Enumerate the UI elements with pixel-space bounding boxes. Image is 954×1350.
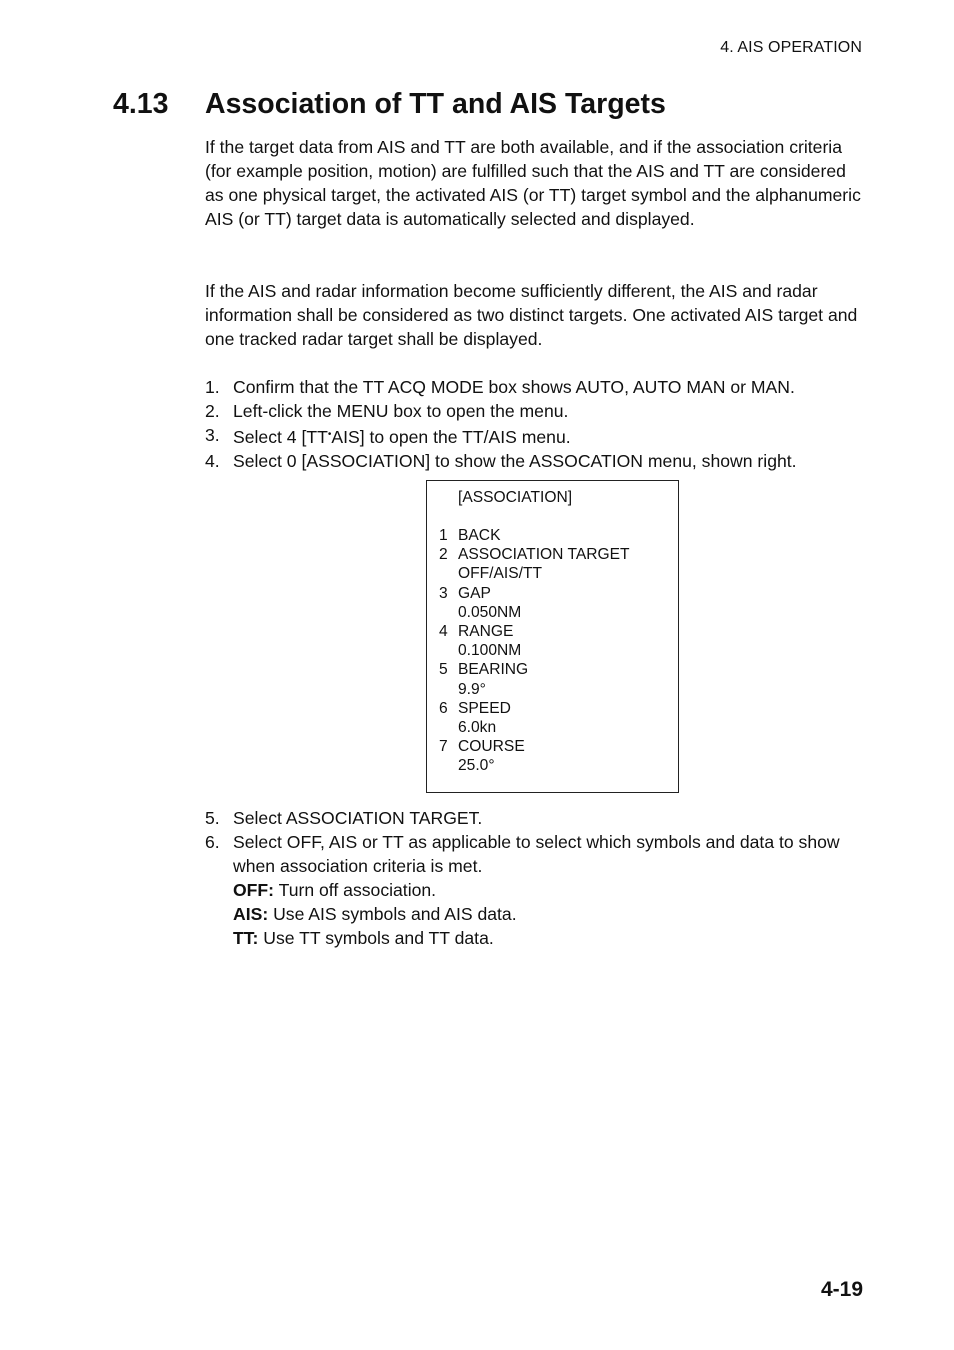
menu-item-bearing[interactable] [427,660,630,698]
bullet-dot-icon: • [327,429,332,440]
menu-item-label: RANGE [458,623,514,641]
option-label: TT: [233,928,259,948]
step-text: Left-click the MENU box to open the menu. [233,401,569,421]
step-number: 2. [205,401,220,421]
step-text-pre: Select 4 [TT [233,427,328,447]
section-heading [113,88,666,121]
option-description: Turn off association. [274,880,437,900]
step-number: 1. [205,377,220,397]
menu-item-label: COURSE [458,738,525,756]
menu-item-value: 0.100NM [458,642,522,660]
menu-item-label: BEARING [458,661,529,679]
step-text: Select 0 [ASSOCIATION] to show the ASSOCATION menu, shown right. [233,451,797,471]
menu-item-label: GAP [458,584,491,602]
running-header: 4. AIS OPERATION [720,39,862,56]
step-number: 3. [205,425,220,445]
menu-item-speed[interactable] [427,699,630,737]
menu-item-number: 2 [439,546,448,564]
menu-item-association-target[interactable] [427,545,630,583]
option-line-tt [233,926,865,950]
page-number: 4-19 [820,1278,863,1301]
section-title: Association of TT and AIS Targets [205,88,666,120]
menu-item-value: 6.0kn [458,719,497,737]
step-text: Confirm that the TT ACQ MODE box shows AUTO, AUTO MAN or MAN. [233,377,795,397]
step-number: 5. [205,808,220,828]
step-number: 4. [205,451,220,471]
option-line-ais [233,902,865,926]
menu-item-value: 0.050NM [458,603,522,621]
menu-item-back[interactable] [427,526,630,545]
association-menu-box [426,480,679,793]
menu-item-label: ASSOCIATION TARGET [458,546,630,564]
menu-item-number: 1 [439,527,448,544]
menu-item-gap[interactable] [427,584,630,622]
intro-paragraph: If the target data from AIS and TT are both available, and if the association criteria (for example position, motion) are fulfilled such that the AIS and TT are considered as one physical target, the activated AIS (or TT) target symbol and the alphanumeric AIS (or TT) target data is automatically selected and displayed. [205,137,861,229]
menu-item-value: 25.0° [458,757,495,775]
menu-item-number: 7 [439,738,448,756]
option-description: Use TT symbols and TT data. [258,928,494,948]
menu-item-number: 4 [439,623,448,641]
menu-item-number: 6 [439,699,448,717]
menu-item-label: SPEED [458,699,511,717]
step-item [205,375,865,399]
procedure-steps-1-4 [205,375,865,473]
step-item [205,806,865,830]
step-item [205,423,865,449]
menu-item-number: 3 [439,584,448,602]
option-label: OFF: [233,880,275,900]
menu-item-label: BACK [458,527,501,544]
option-label: AIS: [233,904,269,924]
step-text-post: AIS] to open the TT/AIS menu. [331,427,571,447]
step-text [233,427,571,447]
step-item [205,399,865,423]
difference-paragraph: If the AIS and radar information become sufficiently different, the AIS and radar information shall be considered as two distinct targets. One activated AIS target and one tracked radar target shall be displayed. [205,281,858,349]
menu-item-value: OFF/AIS/TT [458,565,543,583]
menu-item-list [427,526,630,776]
menu-item-value: 9.9° [458,680,486,698]
menu-item-course[interactable] [427,737,630,775]
step-item [205,449,865,473]
option-description: Use AIS symbols and AIS data. [268,904,517,924]
option-line-off [233,878,865,902]
menu-title: [ASSOCIATION] [458,489,573,506]
step-text: Select OFF, AIS or TT as applicable to select which symbols and data to show when association criteria is met. [233,832,840,876]
procedure-steps-5-6 [205,806,865,950]
step-number: 6. [205,832,220,852]
step-item [205,830,865,950]
menu-item-range[interactable] [427,622,630,660]
section-number: 4.13 [113,88,169,120]
menu-item-number: 5 [439,661,448,679]
step-text: Select ASSOCIATION TARGET. [233,808,483,828]
